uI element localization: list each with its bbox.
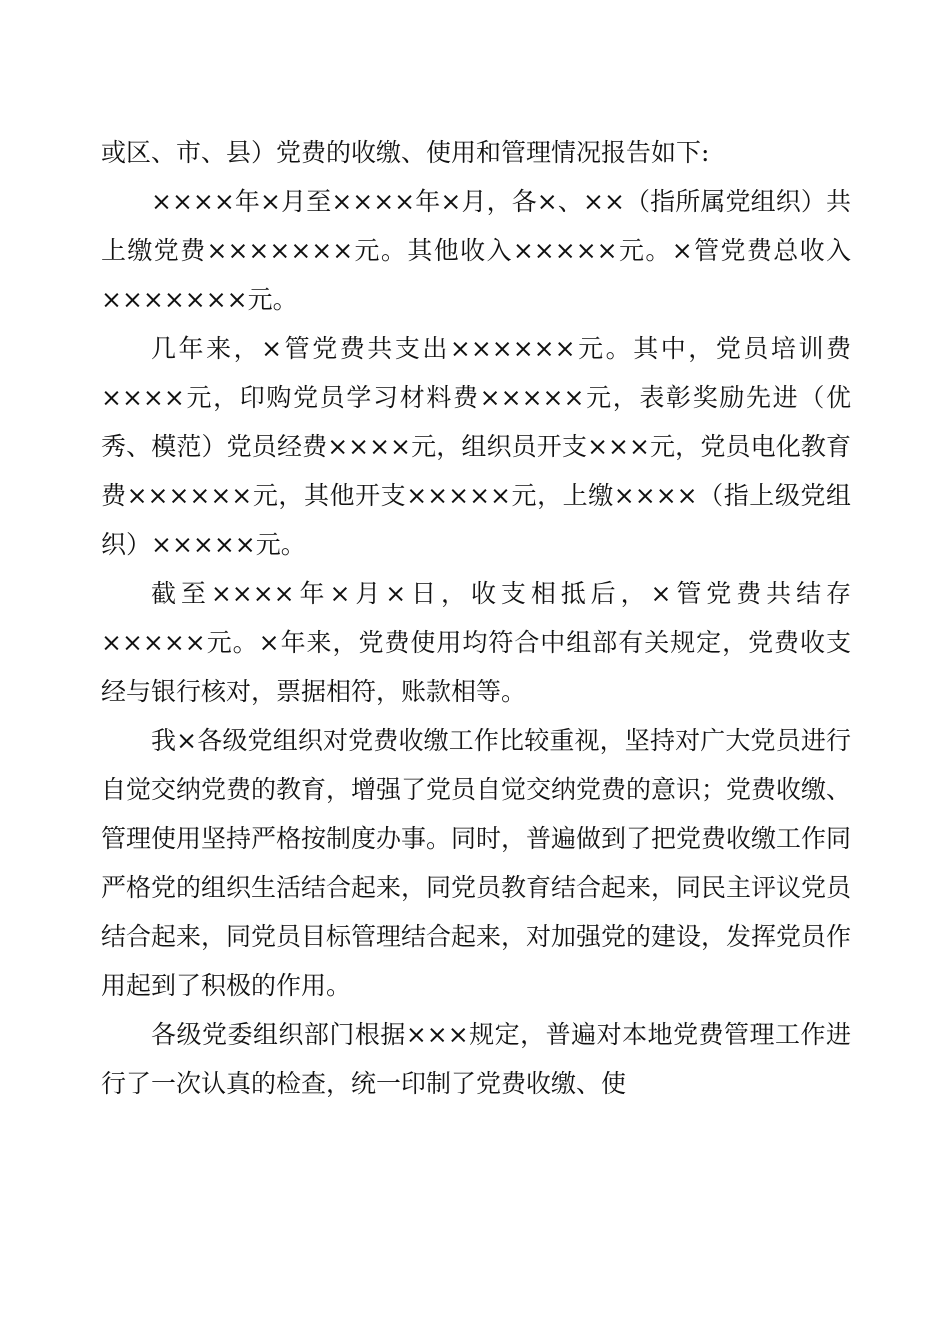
document-body: [101, 128, 851, 1108]
paragraph-continuation: 或区、市、县）党费的收缴、使用和管理情况报告如下:: [101, 138, 710, 167]
paragraph-income: ××××年×月至××××年×月，各×、××（指所属党组织）共上缴党费×××××××元。其他收入×××××元。×管党费总收入×××××××元。: [101, 187, 851, 314]
paragraph-balance: 截至××××年×月×日，收支相抵后，×管党费共结存×××××元。×年来，党费使用均符合中组部有关规定，党费收支经与银行核对，票据相符，账款相等。: [101, 579, 851, 706]
paragraph-work-summary: 我×各级党组织对党费收缴工作比较重视，坚持对广大党员进行自觉交纳党费的教育，增强了党员自觉交纳党费的意识；党费收缴、管理使用坚持严格按制度办事。同时，普遍做到了把党费收缴工作同严格党的组织生活结合起来，同党员教育结合起来，同民主评议党员结合起来，同党员目标管理结合起来，对加强党的建设，发挥党员作用起到了积极的作用。: [101, 726, 852, 1000]
paragraph-inspection: 各级党委组织部门根据×××规定，普遍对本地党费管理工作进行了一次认真的检查，统一印制了党费收缴、使: [101, 1020, 851, 1098]
paragraph-expenditure: 几年来，×管党费共支出××××××元。其中，党员培训费××××元，印购党员学习材料费×××××元，表彰奖励先进（优秀、模范）党员经费××××元，组织员开支×××元，党员电化教育费××××××元，其他开支×××××元，上缴××××（指上级党组织）×××××元。: [101, 334, 851, 559]
